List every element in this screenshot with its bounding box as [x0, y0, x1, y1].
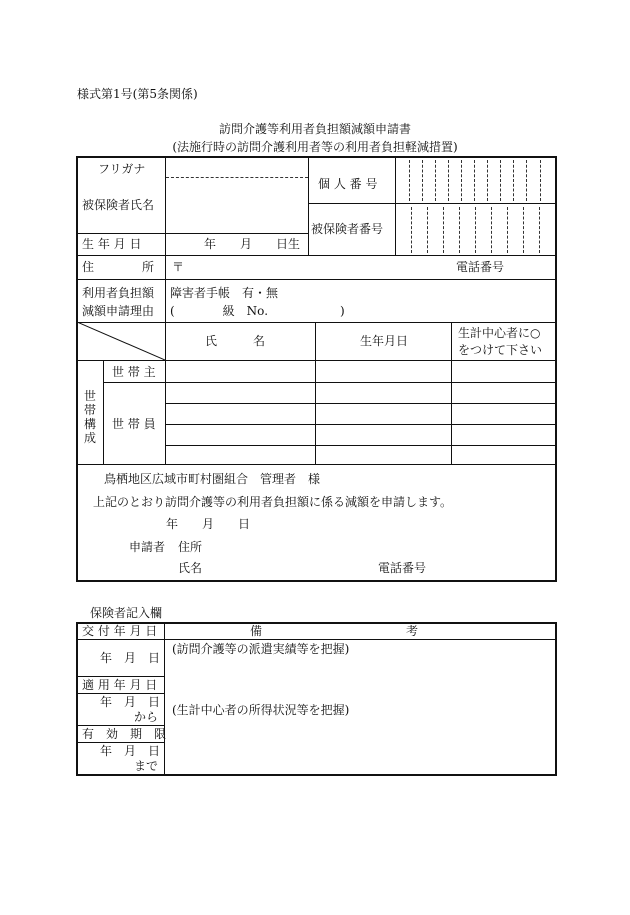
issue-date-label: 交 付 年 月 日 — [82, 624, 158, 638]
disability-grade-field[interactable]: ( 級 No. ) — [170, 304, 345, 318]
insured-name-label: 被保険者氏名 — [82, 198, 155, 212]
applicant-label: 申請者 — [129, 540, 166, 554]
addressee-line: 鳥栖地区広域市町村圏組合 管理者 様 — [104, 472, 321, 486]
household-member-4-name-cell[interactable] — [166, 446, 314, 463]
col-birthdate-header: 生年月日 — [360, 334, 409, 348]
insured-name-input[interactable] — [166, 179, 307, 232]
remarks-input-area[interactable] — [166, 641, 554, 773]
household-member-3-name-cell[interactable] — [166, 425, 314, 444]
form-subtitle: (法施行時の訪問介護利用者等の利用者負担軽減措置) — [172, 140, 458, 154]
household-side-2: 帯 — [84, 403, 97, 417]
disability-book-option[interactable]: 障害者手帳 有・無 — [170, 286, 279, 300]
form-title: 訪問介護等利用者負担額減額申請書 — [218, 122, 411, 136]
applicant-name-label: 氏名 — [178, 561, 203, 575]
household-side-1: 世 — [84, 389, 97, 403]
birthdate-label: 生 年 月 日 — [82, 237, 142, 251]
apply-from-label: から — [134, 710, 159, 724]
reason-label-1: 利用者負担額 — [82, 286, 155, 300]
issue-date-value[interactable]: 年 月 日 — [100, 651, 161, 665]
form-number: 様式第1号(第5条関係) — [77, 87, 198, 101]
household-head-birth-cell[interactable] — [316, 361, 450, 381]
birthdate-value[interactable]: 年 月 日生 — [204, 237, 301, 251]
insured-number-label: 被保険者番号 — [311, 222, 384, 236]
household-head-mark-cell[interactable] — [452, 361, 555, 381]
remarks-label: 備 考 — [250, 624, 419, 638]
household-side-4: 成 — [84, 431, 97, 445]
household-member-label: 世 帯 員 — [112, 417, 156, 431]
household-side-3: 構 — [84, 417, 97, 431]
applicant-address-label: 住所 — [178, 540, 203, 554]
remarks-note-1: (訪問介護等の派遣実績等を把握) — [172, 642, 350, 656]
col-name-header: 氏 名 — [205, 334, 266, 348]
furigana-label: フリガナ — [98, 162, 146, 176]
validity-label: 有 効 期 限 — [82, 727, 167, 741]
furigana-input[interactable] — [166, 158, 307, 176]
validity-until-label: まで — [134, 759, 159, 773]
personal-number-label: 個 人 番 号 — [318, 177, 378, 191]
postal-mark: 〒 — [172, 260, 185, 274]
reason-label-2: 減額申請理由 — [82, 304, 155, 318]
col-mark-header-2: をつけて下さい — [458, 343, 543, 357]
remarks-note-2: (生計中心者の所得状況等を把握) — [172, 703, 350, 717]
phone-label: 電話番号 — [456, 260, 505, 274]
household-member-2-name-cell[interactable] — [166, 404, 314, 423]
validity-date-value[interactable]: 年 月 日 — [100, 744, 161, 758]
apply-date-value[interactable]: 年 月 日 — [100, 695, 161, 709]
household-member-1-name-cell[interactable] — [166, 383, 314, 402]
address-label: 住 所 — [82, 260, 155, 274]
household-head-label: 世 帯 主 — [112, 365, 156, 379]
applicant-phone-label: 電話番号 — [378, 561, 427, 575]
col-mark-header-1: 生計中心者に○ — [458, 326, 541, 340]
diagonal-corner-line — [77, 322, 165, 360]
insurer-section-title: 保険者記入欄 — [90, 606, 163, 620]
declaration-statement: 上記のとおり訪問介護等の利用者負担額に係る減額を申請します。 — [93, 495, 453, 509]
apply-date-label: 適 用 年 月 日 — [82, 678, 158, 692]
address-input[interactable] — [186, 257, 446, 277]
household-head-name-cell[interactable] — [166, 361, 314, 381]
declaration-date[interactable]: 年 月 日 — [166, 517, 251, 531]
